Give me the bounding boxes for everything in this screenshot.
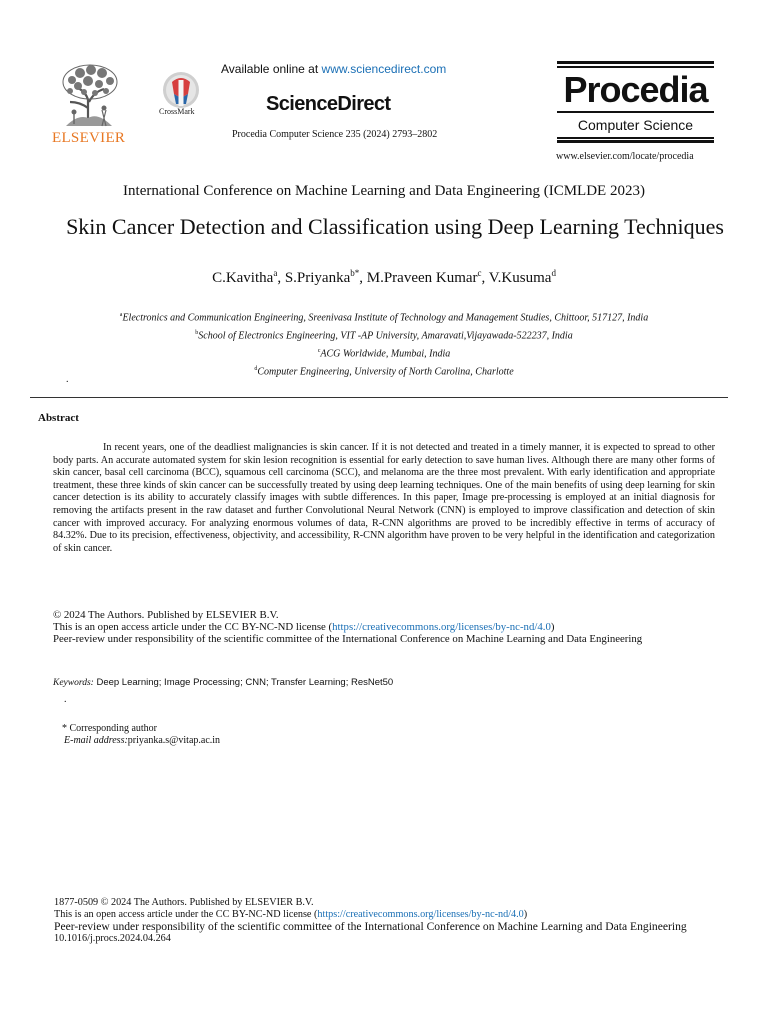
corresponding-label: * Corresponding author [62,723,157,734]
footer-license-link[interactable]: https://creativecommons.org/licenses/by-nc-nd/4.0 [317,908,524,920]
paper-title: Skin Cancer Detection and Classification using Deep Learning Techniques [66,214,724,239]
affiliation-text: ACG Worldwide, Mumbai, India [320,348,451,360]
elsevier-logo [48,62,134,148]
stray-dot: . [66,374,69,385]
author-name: S.Priyanka [284,270,351,286]
stray-dot-2: . [64,694,67,705]
doi[interactable]: 10.1016/j.procs.2024.04.264 [54,933,171,945]
footer-copyright: © 2024 The Authors. Published by ELSEVIER B.V. [100,897,314,908]
abstract-body [53,442,715,555]
author-affiliation-marker: c [477,268,482,278]
author-affiliation-marker: b* [350,268,360,278]
footer-license-line: This is an open access article under the CC BY-NC-ND license (https://creativecommons.org/licenses/by-nc-nd/4.0) [54,908,528,920]
sciencedirect-logo: ScienceDirect [266,93,391,115]
sciencedirect-link[interactable]: www.sciencedirect.com [321,62,447,76]
email-line [62,735,220,747]
affiliation-line [0,326,768,344]
affiliation-text: Electronics and Communication Engineering, Sreenivasa Institute of Technology and Management Studies, Chittoor, 517127, India [122,312,649,324]
affiliation-text: School of Electronics Engineering, VIT -AP University, Amaravati,Vijayawada-522237, India [198,330,573,342]
copyright-line: © 2024 The Authors. Published by ELSEVIER B.V. [53,609,279,621]
author-name: V.Kusuma [488,270,552,286]
author-name: C.Kavitha [212,270,274,286]
affiliation-marker: a [119,312,123,318]
corresponding-author [62,723,220,746]
keywords-label: Keywords: [53,678,94,688]
journal-reference: Procedia Computer Science 235 (2024) 2793–2802 [232,129,438,140]
footer-issn-line [54,897,716,909]
affiliation-marker: d [254,366,258,373]
affiliation-line [0,308,768,326]
procedia-subtitle: Computer Science [577,117,694,133]
affiliation-text: Computer Engineering, University of North Carolina, Charlotte [257,366,514,378]
procedia-url: www.elsevier.com/locate/procedia [556,151,694,162]
procedia-wordmark: Procedia [563,69,708,110]
elsevier-tree-icon [58,62,122,128]
abstract-text: In recent years, one of the deadliest malignancies is skin cancer. If it is not detected and treated in a timely manner, it is expected to spread to other body parts. An accurate automated system for skin lesion recognition is essential for early detection to save human lives. Although there are many other forms of skin cancer, basal cell carcinoma (BCC), squamous cell carcinoma (SCC), and melanoma are the three most prevalent. With early identification and appropriate treatment, these three kinds of skin cancer can be successfully treated by using deep learning techniques. One of the main benefits of using deep learning for skin cancer detection is its ability to accurately classify images with subtle differences. In this paper, Image pre-processing is employed at an initial diagnosis for removing the artifacts present in the raw dataset and further Convolutional Neural Network (CNN) is employed to improve classification and detection of skin cancer with improved accuracy. For analyzing enormous volumes of data, R-CNN algorithms are proved to be incredibly effective in terms of accuracy of 84.32%. Due to its precision, effectiveness, objectivity, and accessibility, R-CNN algorithm have proven to be very helpful in the identification and categorization of skin cancer. [53,442,715,554]
abstract-heading: Abstract [38,412,79,424]
keywords [53,677,393,688]
author-list: C.Kavitha$^a$, S.Priyanka$^{b*}$, M.Praveen Kumar$^c$, V.Kusuma$^d$ [212,268,556,286]
available-online-prefix: Available online at [221,62,319,76]
keywords-text: Deep Learning; Image Processing; CNN; Transfer Learning; ResNet50 [96,677,394,688]
footer-peer-review: Peer-review under responsibility of the scientific committee of the International Conference on Machine Learning and Data Engineering [54,919,687,933]
footer [54,897,716,945]
author-affiliation-marker: a [273,268,278,278]
available-online [221,62,446,76]
elsevier-wordmark: ELSEVIER [52,130,126,146]
crossmark-label: CrossMark [159,107,195,116]
copyright-block [53,609,715,646]
conference-name: International Conference on Machine Learning and Data Engineering (ICMLDE 2023) [123,183,645,199]
procedia-logo [557,61,714,143]
author-name: M.Praveen Kumar [366,270,478,286]
affiliation-line [0,362,768,380]
divider [30,397,728,398]
issn: 1877-0509 [54,897,99,908]
author-affiliation-marker: d [551,268,556,278]
license-line: This is an open access article under the CC BY-NC-ND license (https://creativecommons.org/licenses/by-nc-nd/4.0) [53,621,555,634]
affiliation-marker: c [317,348,321,355]
affiliation-list [0,308,768,381]
affiliation-marker: b [195,330,199,337]
email-address[interactable]: priyanka.s@vitap.ac.in [127,734,221,746]
affiliation-line [0,344,768,362]
peer-review-line: Peer-review under responsibility of the scientific committee of the International Conference on Machine Learning and Data Engineering [53,633,643,646]
email-label: E-mail address: [64,734,128,746]
license-link[interactable]: https://creativecommons.org/licenses/by-nc-nd/4.0 [332,621,551,634]
